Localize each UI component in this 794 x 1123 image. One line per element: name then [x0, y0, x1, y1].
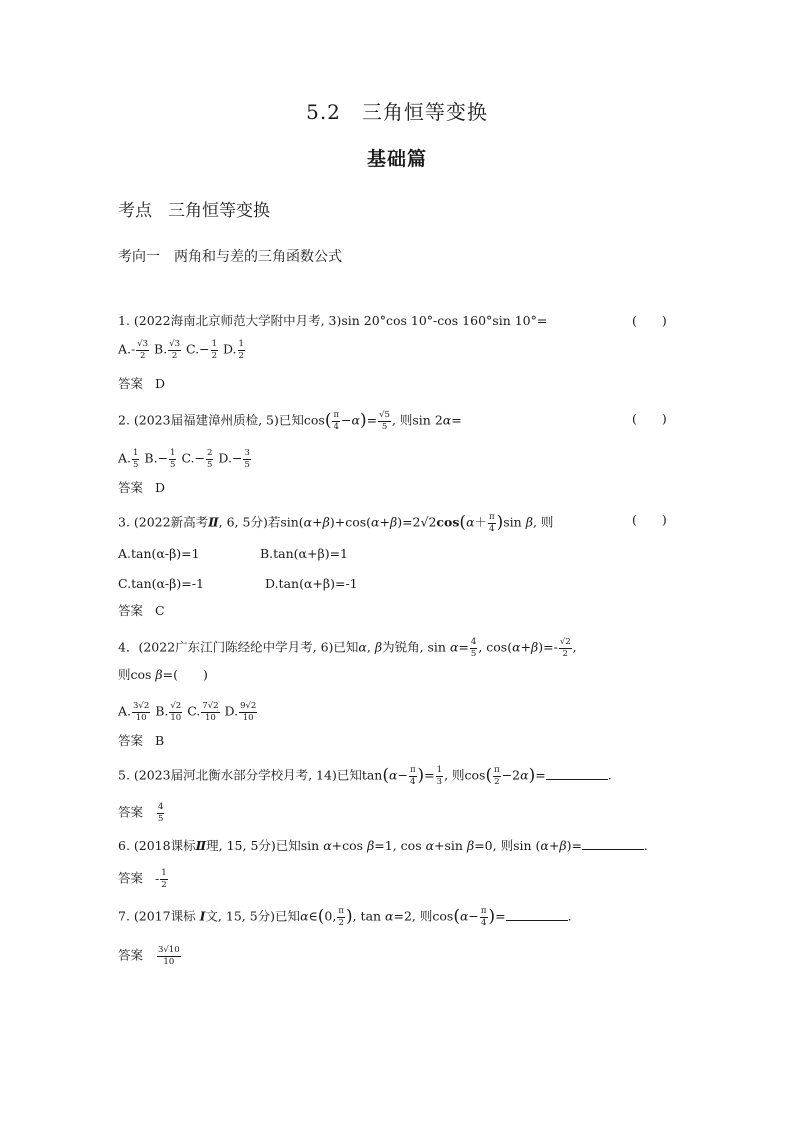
answer-label: 答案	[118, 603, 144, 618]
answer-blank[interactable]	[582, 839, 644, 850]
direction-label: 考向一	[118, 249, 160, 265]
option-d-fraction: $\frac{1}{2}$	[238, 339, 244, 361]
answer-blank[interactable]	[546, 769, 608, 780]
option-c-fraction: $\frac{1}{2}$	[211, 339, 217, 361]
answer-value: C	[155, 603, 165, 618]
question-4-options: A. $\frac{3√2}{10}$ B. $\frac{√2}{10}$ C. $\frac{7√2}{10}$ D. $\frac{9√2}{10}$	[118, 701, 257, 723]
question-7: 7. (2017课标 Ⅰ文, 15, 5分)已知α∈(0, $\frac{\pi}{2}$ ), tan α=2, 则cos(α− $\frac{\pi}{4}$ )= .	[118, 906, 572, 928]
question-3-option-d: D.tan(α+β)=-1	[265, 576, 358, 591]
question-2: 2. (2023届福建漳州质检, 5)已知cos( $\frac{\pi}{4}$ −α)= $\frac{√5}{5}$ , 则sin 2α=	[118, 410, 462, 432]
page-subtitle: 基础篇	[366, 148, 427, 170]
answer-label: 答案	[118, 804, 144, 820]
answer-label: 答案	[118, 376, 144, 391]
question-2-paren: ( )	[632, 411, 667, 426]
direction-name: 两角和与差的三角函数公式	[174, 249, 342, 265]
question-2-options: A. $\frac{1}{5}$ B.− $\frac{1}{5}$ C.− $\frac{2}{5}$ D.− $\frac{3}{5}$	[118, 448, 250, 470]
option-b-fraction: $\frac{√3}{2}$	[169, 339, 181, 361]
answer-blank[interactable]	[506, 910, 568, 921]
answer-label: 答案	[118, 870, 144, 886]
answer-label: 答案	[118, 947, 144, 963]
question-4-line2: 则cos β=( )	[118, 667, 208, 682]
section-heading	[118, 203, 270, 220]
question-4: 4．(2022广东江门陈经纶中学月考, 6)已知α, β为锐角, sin α= $\frac{4}{5}$ , cos(α+β)=- $\frac{√2}{2}$ ,	[118, 637, 577, 659]
answer-2	[118, 482, 165, 495]
question-1-expr: sin 20°cos 10°-cos 160°sin 10°=	[341, 313, 548, 328]
answer-7	[118, 946, 182, 966]
answer-value: D	[155, 480, 166, 495]
question-1-source: 1. (2022海南北京师范大学附中月考, 3)	[118, 313, 342, 328]
answer-5-fraction: $\frac{4}{5}$	[158, 802, 164, 824]
page-title: 5.2 三角恒等变换	[306, 100, 488, 124]
question-1-options: A.- $\frac{√3}{2}$ B. $\frac{√3}{2}$ C.− $\frac{1}{2}$ D. $\frac{1}{2}$	[118, 339, 244, 361]
question-1	[118, 315, 547, 328]
question-6: 6. (2018课标Ⅱ理, 15, 5分)已知sin α+cos β=1, cos α+sin β=0, 则sin (α+β)= .	[118, 838, 648, 853]
answer-6-value: - $\frac{1}{2}$	[155, 868, 167, 890]
answer-value: D	[155, 376, 166, 391]
question-5: 5. (2023届河北衡水部分学校月考, 14)已知tan(α− $\frac{\pi}{4}$ )= $\frac{1}{3}$ , 则cos( $\frac{\pi}{2}$ −2α)= .	[118, 765, 612, 787]
question-3-option-a: A.tan(α-β)=1	[118, 546, 200, 561]
question-1-paren: ( )	[632, 313, 667, 328]
answer-value: B	[155, 733, 165, 748]
question-3-option-b: B.tan(α+β)=1	[260, 546, 349, 561]
answer-4	[118, 735, 164, 748]
section-label: 考点	[118, 201, 152, 221]
question-3: 3. (2022新高考Ⅱ, 6, 5分)若sin(α+β)+cos(α+β)=2√2cos(α＋ $\frac{\pi}{4}$ )sin β, 则	[118, 512, 554, 534]
answer-6	[118, 869, 169, 889]
answer-3	[118, 605, 165, 618]
answer-1	[118, 378, 165, 391]
answer-label: 答案	[118, 733, 144, 748]
option-a-fraction: $\frac{√3}{2}$	[137, 339, 149, 361]
question-3-option-c: C.tan(α-β)=-1	[118, 576, 204, 591]
answer-7-fraction: $\frac{3√10}{10}$	[158, 945, 180, 967]
question-3-paren: ( )	[632, 512, 667, 527]
answer-5	[118, 803, 165, 823]
answer-label: 答案	[118, 480, 144, 495]
section-name: 三角恒等变换	[168, 201, 270, 221]
direction-heading	[118, 250, 342, 264]
